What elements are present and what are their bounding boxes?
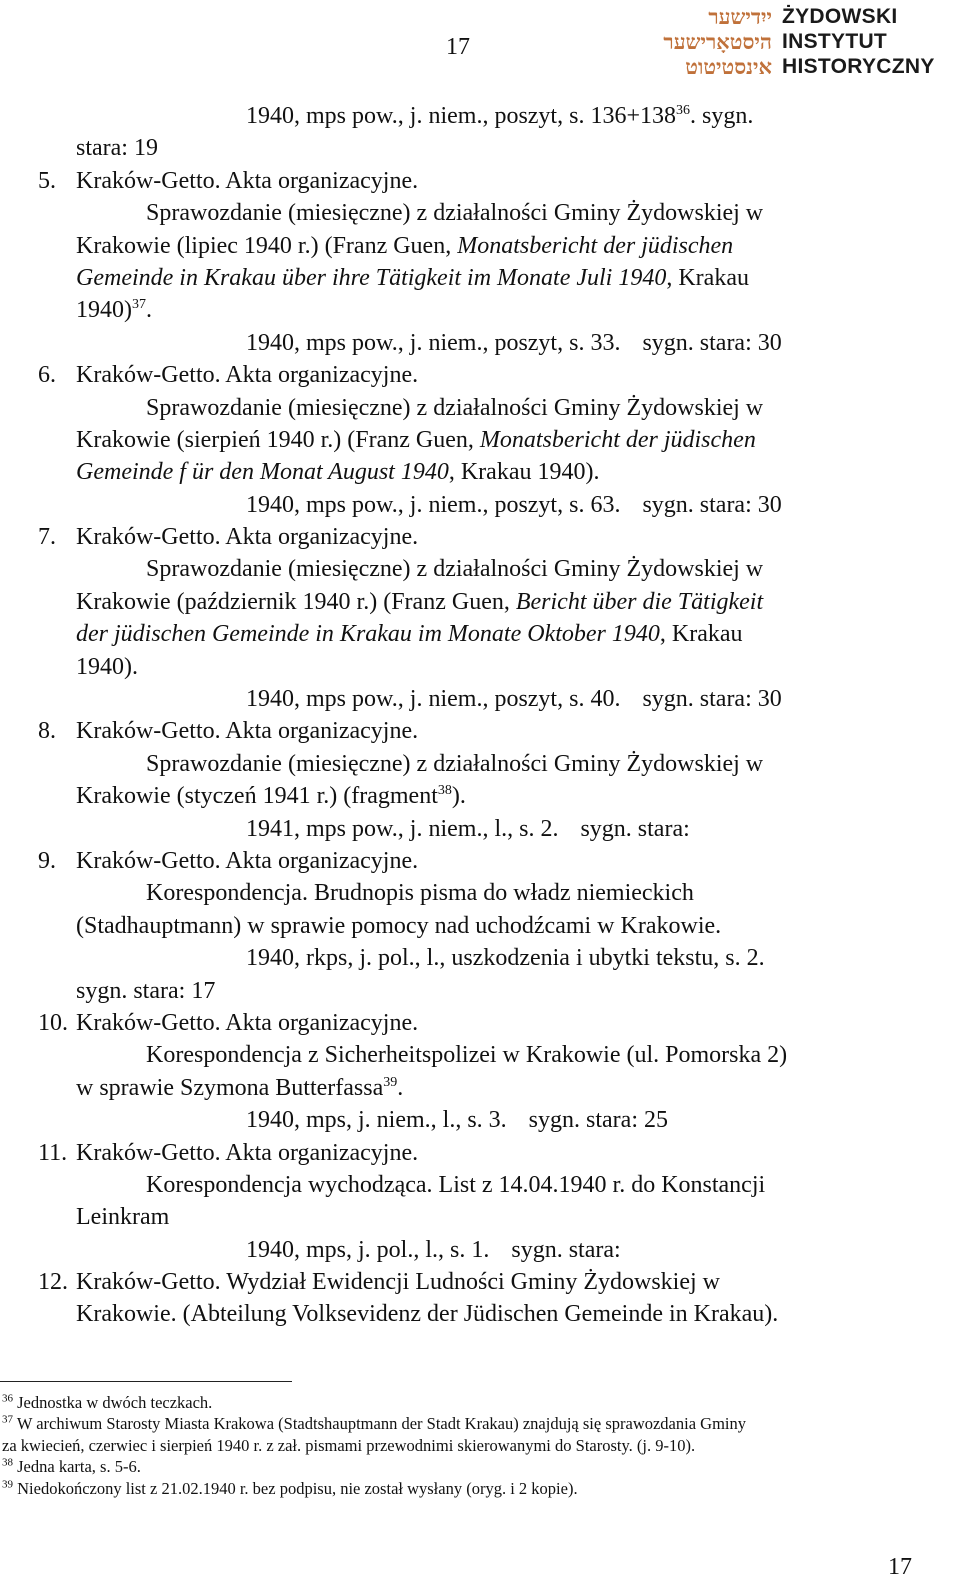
footnote-ref[interactable]: 38 [437, 783, 452, 799]
meta-text: 1940, mps pow., j. niem., poszyt, s. 136+138 [246, 103, 676, 129]
logo-latin [782, 4, 958, 79]
signature-text: sygn. stara: [511, 1236, 621, 1263]
entry-text: (Stadhauptmann) w sprawie pomocy nad uchodźcami w Krakowie. [76, 912, 722, 939]
italic-title: Monatsbericht der jüdischen [457, 232, 734, 259]
entry-text [0, 262, 960, 294]
entry-title: Kraków-Getto. Akta organizacyjne. [76, 847, 419, 874]
entry-title: Kraków-Getto. Akta organizacyjne. [76, 1009, 419, 1036]
page-number-top: 17 [446, 34, 470, 60]
footnote-39 [2, 1478, 958, 1499]
entry-text: Sprawozdanie (miesięczne) z działalności Gminy Żydowskiej w [146, 394, 764, 421]
entry-text [0, 618, 960, 650]
logo-hebrew-line: היסטאָרישער [663, 29, 772, 54]
footnote-37 [2, 1413, 958, 1434]
entry-title: Kraków-Getto. Akta organizacyjne. [76, 1139, 419, 1166]
logo-hebrew [622, 4, 772, 79]
footnote-text: Jedna karta, s. 5-6. [13, 1457, 141, 1477]
footnote-38 [2, 1456, 958, 1477]
text-run: Krakowie (styczeń 1941 r.) (fragment [76, 783, 438, 810]
footnote-37-continued: za kwiecień, czerwiec i sierpień 1940 r. z zał. pismami przewodnimi skierowanymi do Starosty. (j. 9-10). [2, 1435, 696, 1455]
signature-text: sygn. stara: 25 [528, 1107, 668, 1134]
entry-text [0, 1072, 960, 1104]
entry-text: Korespondencja. Brudnopis pisma do władz niemieckich [146, 880, 694, 907]
meta-text: 1940, mps, j. niem., l., s. 3. [246, 1107, 507, 1134]
entry-number: 5. [38, 167, 56, 194]
footnote-text: Niedokończony list z 21.02.1940 r. bez podpisu, nie został wysłany (oryg. i 2 kopie). [13, 1478, 578, 1498]
entry-meta [0, 100, 960, 132]
entry-number: 7. [38, 524, 56, 551]
entry-heading [0, 1266, 960, 1298]
entry-text: Sprawozdanie (miesięczne) z działalności Gminy Żydowskiej w [146, 750, 764, 777]
logo-hebrew-line: ייִדישער [708, 4, 772, 29]
text-run: , Krakau [666, 264, 749, 291]
footnote-text: W archiwum Starosty Miasta Krakowa (Stadtshauptmann der Stadt Krakau) znajdują się sprawozdania Gminy [13, 1414, 746, 1434]
entry-number: 11. [38, 1139, 68, 1166]
entry-heading [0, 715, 960, 747]
entry-meta [0, 683, 960, 715]
footnotes [2, 1392, 958, 1499]
entry-text: Korespondencja wychodząca. List z 14.04.1940 r. do Konstancji [146, 1171, 766, 1198]
entry-number: 8. [38, 718, 56, 745]
entry-text: Leinkram [76, 1204, 170, 1231]
entry-heading [0, 359, 960, 391]
entry-heading [0, 1007, 960, 1039]
entry-text [0, 424, 960, 456]
entry-heading [0, 1137, 960, 1169]
logo-latin-line: HISTORYCZNY [782, 55, 935, 78]
logo-hebrew-line: אינסטיטוט [685, 54, 772, 79]
footnote-number: 38 [2, 1456, 13, 1469]
entry-meta [0, 1104, 960, 1136]
text-run: . [146, 297, 152, 324]
entry-number: 9. [38, 847, 56, 874]
entry-text [0, 294, 960, 326]
text-run: w sprawie Szymona Butterfassa [76, 1074, 384, 1101]
entry-meta: 1940, rkps, j. pol., l., uszkodzenia i ubytki tekstu, s. 2. [246, 945, 765, 972]
entry-meta [0, 327, 960, 359]
text-run: . [397, 1074, 404, 1101]
footnote-36 [2, 1392, 958, 1413]
entry-text: Sprawozdanie (miesięczne) z działalności Gminy Żydowskiej w [146, 200, 764, 227]
entry-text: Korespondencja z Sicherheitspolizei w Krakowie (ul. Pomorska 2) [146, 1042, 788, 1069]
entry-meta [0, 489, 960, 521]
entry-text: Sprawozdanie (miesięczne) z działalności Gminy Żydowskiej w [146, 556, 764, 583]
text-run: ). [451, 783, 466, 810]
signature-text: sygn. stara: 30 [642, 329, 782, 356]
entry-meta: stara: 19 [76, 135, 158, 162]
footnote-ref[interactable]: 36 [675, 103, 690, 118]
entry-number: 12. [38, 1269, 68, 1296]
entry-heading [0, 521, 960, 553]
meta-text: 1940, mps, j. pol., l., s. 1. [246, 1236, 490, 1263]
italic-title: Bericht über die Tätigkeit [515, 588, 764, 615]
text-run: 1940) [76, 297, 132, 324]
meta-text: . sygn. [689, 103, 754, 129]
entry-title: Kraków-Getto. Akta organizacyjne. [76, 362, 419, 389]
entry-title: Kraków-Getto. Akta organizacyjne. [76, 524, 419, 551]
meta-text: 1940, mps pow., j. niem., poszyt, s. 33. [246, 329, 621, 356]
signature-text: sygn. stara: 30 [642, 686, 782, 713]
entry-heading [0, 165, 960, 197]
entry-text [0, 780, 960, 812]
text-run: , Krakau [659, 621, 743, 648]
text-run: Krakowie (sierpień 1940 r.) (Franz Guen, [76, 426, 480, 453]
text-run: Krakowie (lipiec 1940 r.) (Franz Guen, [76, 232, 458, 259]
entry-number: 10. [38, 1009, 68, 1036]
meta-text: 1940, mps pow., j. niem., poszyt, s. 40. [246, 686, 621, 713]
entry-text: 1940). [76, 653, 138, 680]
entry-title: Kraków-Getto. Akta organizacyjne. [76, 718, 419, 745]
entry-title: Kraków-Getto. Akta organizacyjne. [76, 167, 419, 194]
footnote-number: 39 [2, 1478, 13, 1491]
footnote-number: 37 [2, 1413, 13, 1426]
logo-latin-line: INSTYTUT [782, 30, 888, 53]
italic-title: der jüdischen Gemeinde in Krakau im Monate Oktober 1940 [76, 621, 660, 648]
signature-text: sygn. stara: 30 [642, 491, 782, 518]
page-number-bottom: 17 [888, 1554, 912, 1580]
entry-text: Krakowie. (Abteilung Volksevidenz der Jüdischen Gemeinde in Krakau). [76, 1301, 779, 1328]
entry-text [0, 456, 960, 488]
logo-latin-line: ŻYDOWSKI [782, 5, 898, 28]
italic-title: Gemeinde in Krakau über ihre Tätigkeit im Monate Juli 1940 [76, 264, 667, 291]
footnote-number: 36 [2, 1392, 13, 1405]
footnote-ref[interactable]: 39 [383, 1074, 398, 1090]
entry-meta: sygn. stara: 17 [76, 977, 216, 1004]
meta-text: 1941, mps pow., j. niem., l., s. 2. [246, 815, 559, 842]
entry-title: Kraków-Getto. Wydział Ewidencji Ludności Gminy Żydowskiej w [76, 1269, 720, 1296]
entry-text [0, 230, 960, 262]
signature-text: sygn. stara: [580, 815, 690, 842]
meta-text: 1940, mps pow., j. niem., poszyt, s. 63. [246, 491, 621, 518]
institute-logo [622, 4, 956, 82]
entry-meta [0, 813, 960, 845]
entry-number: 6. [38, 362, 56, 389]
text-run: Krakowie (październik 1940 r.) (Franz Guen, [76, 588, 516, 615]
entry-text [0, 586, 960, 618]
footnote-ref[interactable]: 37 [132, 297, 146, 313]
footnote-text: Jednostka w dwóch teczkach. [13, 1393, 213, 1412]
footnote-separator [0, 1381, 292, 1382]
entry-meta [0, 1234, 960, 1266]
italic-title: Gemeinde f ür den Monat August 1940 [76, 459, 449, 486]
inventory-list [0, 100, 960, 1331]
italic-title: Monatsbericht der jüdischen [479, 426, 756, 453]
entry-heading [0, 845, 960, 877]
text-run: , Krakau 1940). [448, 459, 600, 486]
